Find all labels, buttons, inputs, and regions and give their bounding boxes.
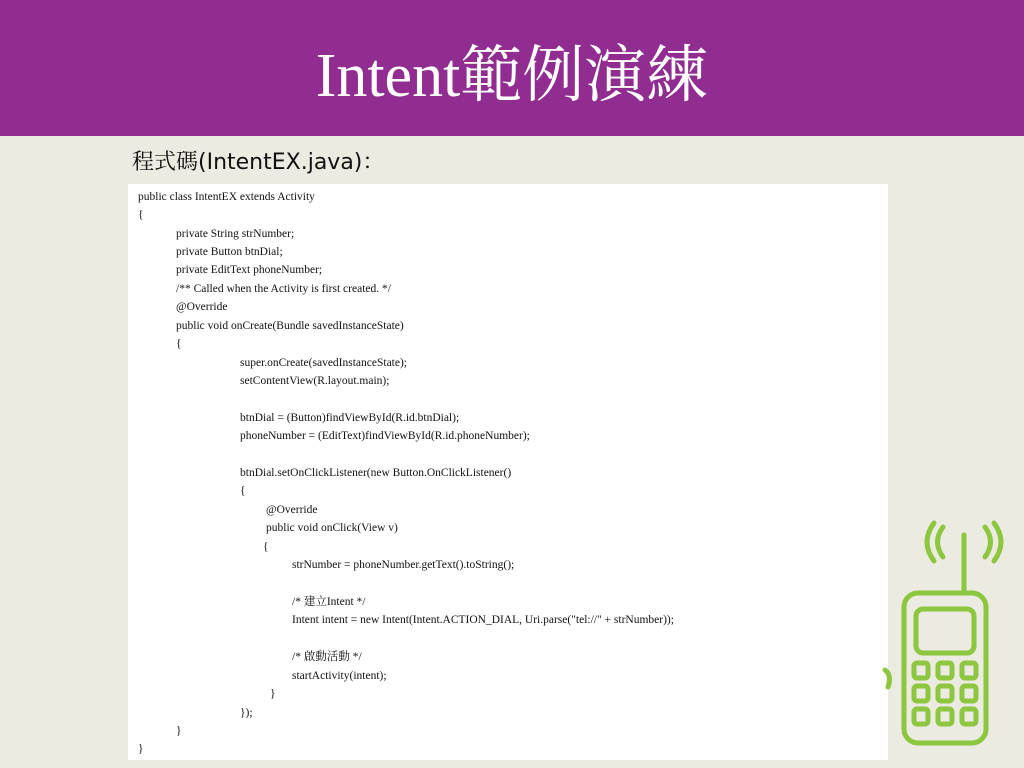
code-line: Intent intent = new Intent(Intent.ACTION_DIAL, Uri.parse("tel://" + strNumber)); — [292, 614, 674, 626]
code-line: private EditText phoneNumber; — [176, 264, 323, 276]
code-line: /* 建立Intent */ — [292, 596, 366, 608]
code-line: private String strNumber; — [176, 228, 295, 240]
code-line: }); — [240, 707, 253, 719]
code-line: btnDial.setOnClickListener(new Button.OnClickListener() — [240, 467, 512, 479]
code-line: setContentView(R.layout.main); — [240, 375, 390, 387]
code-line: { — [138, 209, 144, 221]
code-line: } — [176, 725, 182, 737]
code-block — [128, 184, 888, 760]
title-bar — [0, 0, 1024, 136]
code-line: { — [176, 338, 182, 350]
code-line: btnDial = (Button)findViewById(R.id.btnDial); — [240, 412, 460, 424]
code-line: super.onCreate(savedInstanceState); — [240, 357, 408, 369]
slide-title: Intent範例演練 — [315, 42, 709, 110]
code-line: private Button btnDial; — [176, 246, 283, 258]
code-line: } — [138, 743, 144, 755]
code-line: startActivity(intent); — [292, 670, 387, 682]
code-caption: 程式碼(IntentEX.java)： — [132, 150, 385, 175]
code-line: /* 啟動活動 */ — [292, 651, 362, 663]
code-line: public class IntentEX extends Activity — [138, 191, 315, 203]
code-line: { — [240, 485, 246, 497]
code-line: @Override — [176, 301, 228, 313]
code-line: public void onCreate(Bundle savedInstanceState) — [176, 320, 404, 332]
code-line: /** Called when the Activity is first created. */ — [176, 283, 391, 295]
code-line: } — [270, 688, 276, 700]
code-line: @Override — [266, 504, 318, 516]
code-line: public void onClick(View v) — [266, 522, 398, 534]
mobile-phone-signal-icon — [880, 515, 1020, 755]
code-line: phoneNumber = (EditText)findViewById(R.id.phoneNumber); — [240, 430, 530, 442]
code-line: strNumber = phoneNumber.getText().toString(); — [292, 559, 515, 571]
code-line: { — [263, 541, 269, 553]
